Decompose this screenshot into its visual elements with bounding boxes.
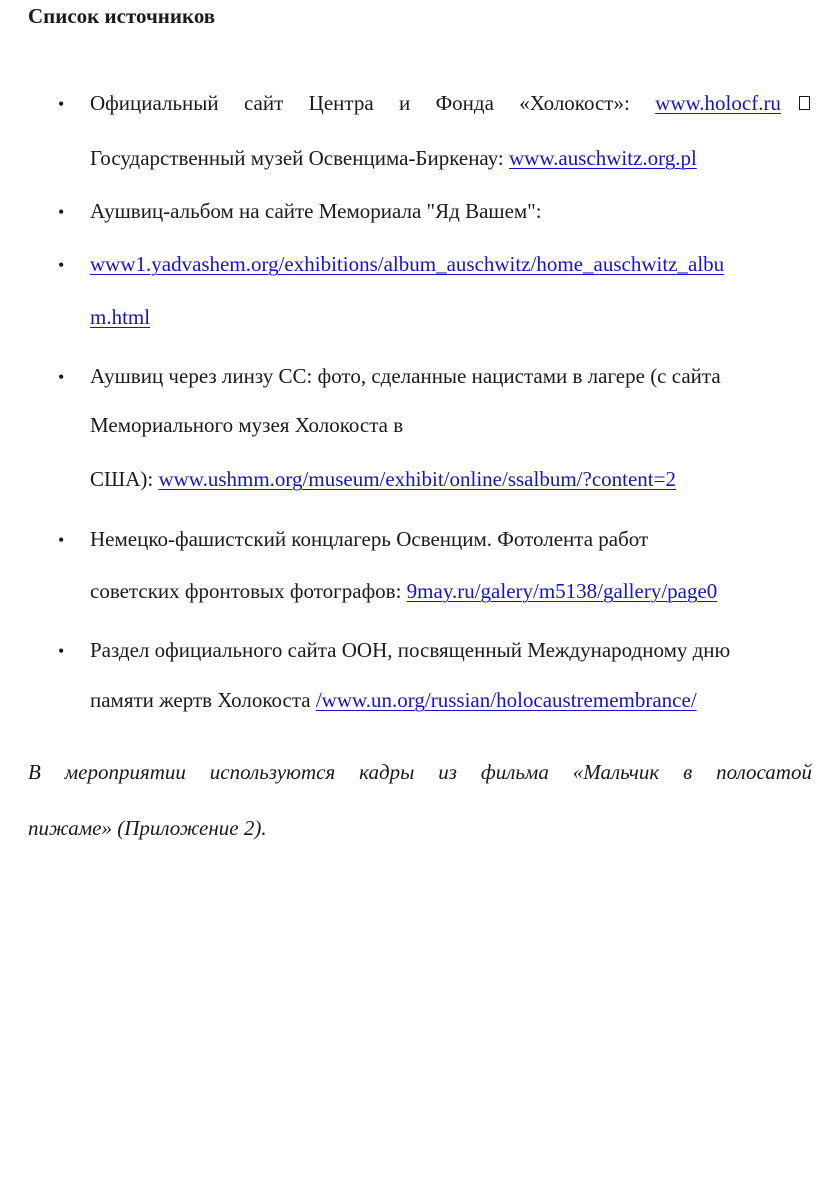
yadvashem-link[interactable]: www1.yadvashem.org/exhibitions/album_auschwitz/home_auschwitz_albu bbox=[90, 252, 725, 276]
note-word: «Мальчик bbox=[572, 760, 660, 784]
source-1-word: Фонда bbox=[435, 91, 494, 115]
note-word: В bbox=[28, 760, 41, 784]
bullet: • bbox=[58, 202, 65, 222]
source-3-line2 bbox=[90, 305, 150, 330]
source-1-continuation bbox=[90, 146, 697, 171]
note-word: мероприятии bbox=[64, 760, 186, 784]
bullet: • bbox=[58, 94, 65, 114]
ushmm-link[interactable]: www.ushmm.org/museum/exhibit/online/ssalbum/?content=2 bbox=[158, 467, 676, 491]
bullet: • bbox=[58, 367, 65, 387]
source-4-line1: Аушвиц через линзу СС: фото, сделанные нацистами в лагере (с сайта bbox=[90, 364, 721, 388]
source-4-line3 bbox=[90, 467, 676, 492]
source-1-word: Официальный bbox=[90, 91, 219, 115]
un-link[interactable]: /www.un.org/russian/holocaustremembrance/ bbox=[315, 688, 697, 712]
source-5-line1: Немецко-фашистский концлагерь Освенцим. Фотолента работ bbox=[90, 527, 649, 551]
note-line1 bbox=[28, 760, 812, 785]
source-5-line2-text: советских фронтовых фотографов: bbox=[90, 579, 407, 603]
note-word: из bbox=[438, 760, 457, 784]
source-6-line1: Раздел официального сайта ООН, посвященный Международному дню bbox=[90, 638, 731, 662]
note-word: используются bbox=[209, 760, 336, 784]
source-3-line1 bbox=[90, 252, 724, 277]
page-title: Список источников bbox=[28, 4, 216, 28]
note-word: полосатой bbox=[716, 760, 812, 784]
source-1-continuation-text: Государственный музей Освенцима-Биркенау: bbox=[90, 146, 509, 170]
source-1-word: «Холокост»: bbox=[519, 91, 630, 115]
source-6-line2 bbox=[90, 688, 697, 713]
source-5-line2 bbox=[90, 579, 717, 604]
source-1-word: и bbox=[398, 91, 411, 115]
note-word: в bbox=[683, 760, 693, 784]
bullet: • bbox=[58, 641, 65, 661]
yadvashem-link-continued[interactable]: m.html bbox=[90, 305, 151, 329]
source-4-line2: Мемориального музея Холокоста в bbox=[90, 413, 404, 437]
holocf-link[interactable]: www.holocf.ru bbox=[655, 91, 781, 115]
9may-link[interactable]: 9may.ru/galery/m5138/gallery/page0 bbox=[406, 579, 718, 603]
note-word: фильма bbox=[480, 760, 549, 784]
note-word: кадры bbox=[359, 760, 415, 784]
source-6-line2-text: памяти жертв Холокоста bbox=[90, 688, 316, 712]
source-4-line3-text: США): bbox=[90, 467, 159, 491]
bullet: • bbox=[58, 530, 65, 550]
auschwitz-link[interactable]: www.auschwitz.org.pl bbox=[509, 146, 697, 170]
source-1-line bbox=[90, 91, 781, 116]
source-1-word: Центра bbox=[308, 91, 374, 115]
note-line2: пижаме» (Приложение 2). bbox=[28, 816, 267, 840]
missing-glyph-box bbox=[799, 96, 810, 110]
source-1-word: сайт bbox=[243, 91, 284, 115]
bullet: • bbox=[58, 255, 65, 275]
source-2-text: Аушвиц-альбом на сайте Мемориала "Яд Вашем": bbox=[90, 199, 542, 223]
